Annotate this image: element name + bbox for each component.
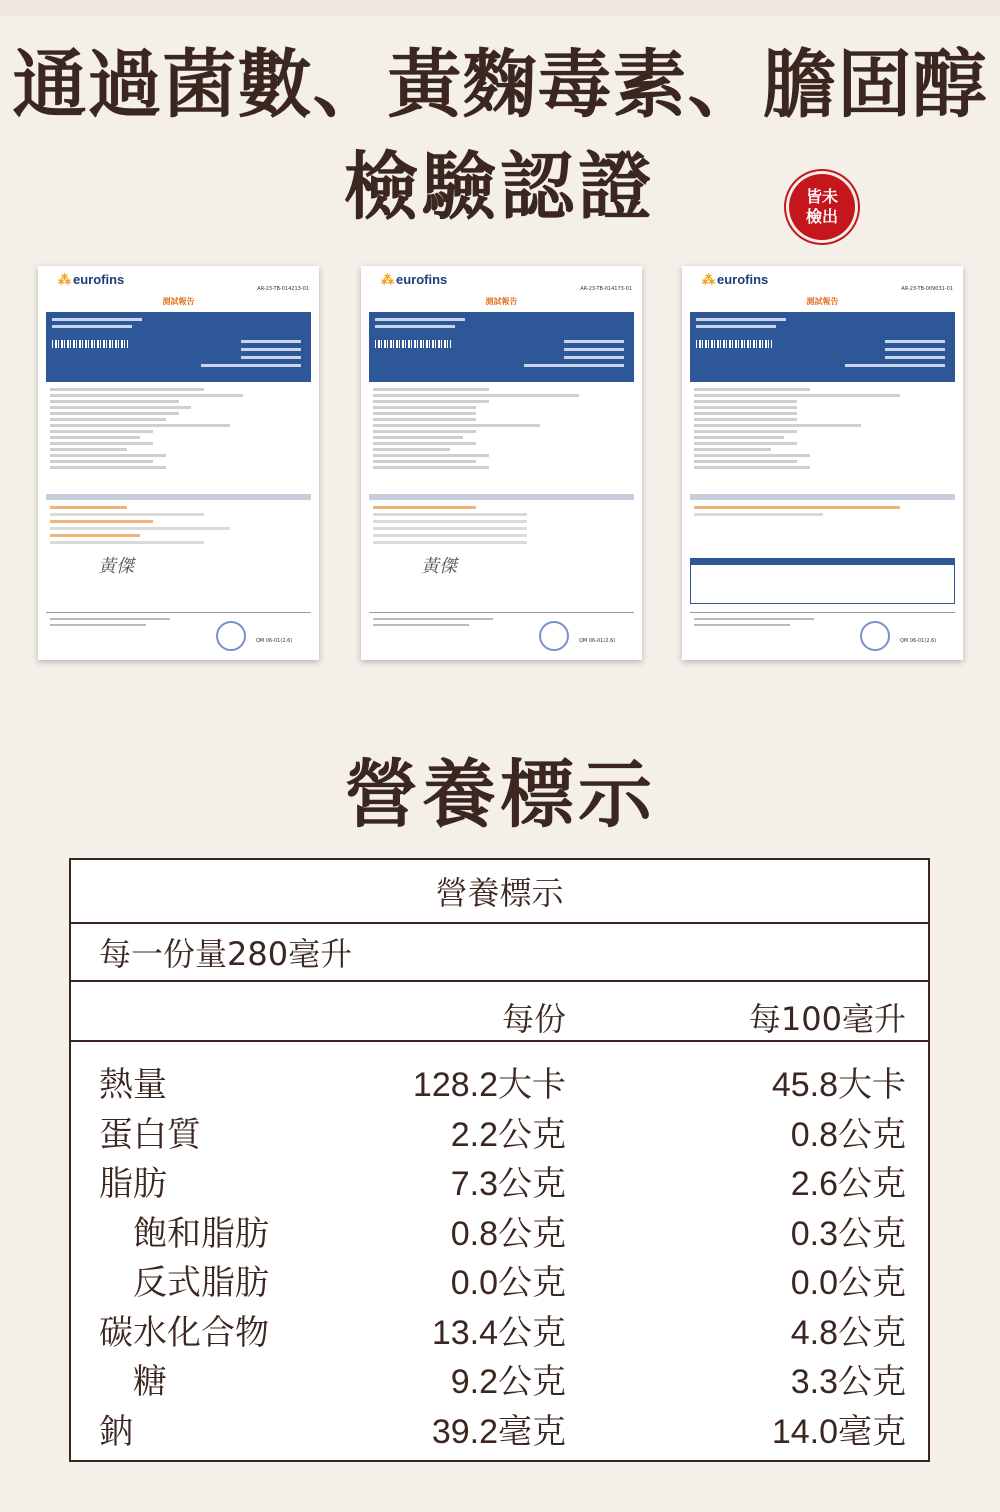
col-per-serving: 每份 [501, 1000, 566, 1038]
nutrient-label: 碳水化合物 [99, 1312, 269, 1353]
report-header-band [690, 312, 955, 382]
nutrition-table [69, 858, 930, 1462]
seal-text: 皆未檢出 [805, 187, 838, 226]
per-serving-value: 39.2毫克 [431, 1412, 566, 1451]
per-serving-value: 128.2大卡 [412, 1066, 566, 1104]
table-row [71, 1253, 928, 1303]
nutrient-label: 鈉 [99, 1411, 133, 1452]
table-row [71, 1303, 928, 1353]
per-100ml-value: 0.8公克 [790, 1115, 906, 1154]
per-100ml-value: 3.3公克 [790, 1363, 906, 1401]
report-title: 測試報告 [806, 297, 839, 306]
per-serving-value: 13.4公克 [431, 1313, 566, 1352]
per-100ml-value: 45.8大卡 [771, 1066, 906, 1104]
per-serving-value: 0.0公克 [450, 1264, 566, 1302]
signature: 黃傑 [421, 556, 457, 577]
table-row [71, 1105, 928, 1155]
col-per-100ml: 每100毫升 [748, 1000, 906, 1038]
eurofins-logo: ⁂ eurofins [702, 272, 769, 287]
eurofins-logo: ⁂ eurofins [58, 272, 125, 287]
nutrient-label: 飽和脂肪 [133, 1213, 269, 1254]
nutrient-label: 蛋白質 [99, 1114, 201, 1155]
nutrition-rows [71, 1055, 928, 1451]
not-detected-seal [789, 174, 855, 240]
nutrient-label: 反式脂肪 [133, 1263, 269, 1303]
section-title: 營養標示 [344, 752, 656, 838]
certification-stamp [216, 621, 246, 651]
report-number: AR-23-TB-009031-01 [901, 286, 953, 292]
nutrition-table-title: 營養標示 [71, 860, 928, 924]
per-100ml-value: 4.8公克 [790, 1313, 906, 1352]
report-title: 測試報告 [162, 297, 195, 306]
report-number: AR-23-TB-014213-01 [257, 286, 309, 292]
serving-size: 每一份量280毫升 [71, 924, 928, 982]
per-100ml-value: 2.6公克 [790, 1165, 906, 1203]
test-report-thumbnail: ⁂ eurofins AR-23-TB-009031-01 測試報告 QM 06-01(2.6) [682, 266, 963, 660]
report-header-band [46, 312, 311, 382]
table-row [71, 1154, 928, 1204]
page-title-line2: 檢驗認證 [344, 144, 656, 230]
per-serving-value: 9.2公克 [450, 1363, 566, 1401]
certification-stamp [539, 621, 569, 651]
table-row [71, 1055, 928, 1105]
barcode [696, 340, 772, 348]
table-row [71, 1352, 928, 1402]
eurofins-logo: ⁂ eurofins [381, 272, 448, 287]
nutrient-label: 熱量 [99, 1065, 167, 1105]
per-serving-value: 0.8公克 [450, 1214, 566, 1253]
column-headers [71, 982, 928, 1042]
per-100ml-value: 0.3公克 [790, 1214, 906, 1253]
top-strip [0, 0, 1000, 16]
signature: 黃傑 [98, 556, 134, 577]
test-report-thumbnail: ⁂ eurofins AR-23-TB-014173-01 測試報告 黃傑 QM 06-01(2.6) [361, 266, 642, 660]
per-100ml-value: 14.0毫克 [771, 1412, 906, 1451]
report-header-band [369, 312, 634, 382]
table-row [71, 1204, 928, 1254]
report-notes-box [690, 558, 955, 604]
per-100ml-value: 0.0公克 [790, 1264, 906, 1302]
barcode [375, 340, 451, 348]
per-serving-value: 7.3公克 [450, 1165, 566, 1203]
report-number: AR-23-TB-014173-01 [580, 286, 632, 292]
barcode [52, 340, 128, 348]
test-report-thumbnail: ⁂ eurofins AR-23-TB-014213-01 測試報告 黃傑 QM 06-01(2.6) [38, 266, 319, 660]
report-title: 測試報告 [485, 297, 518, 306]
page-title: 通過菌數、黃麴毒素、膽固醇 [12, 42, 988, 128]
nutrient-label: 脂肪 [99, 1164, 167, 1204]
table-row [71, 1402, 928, 1452]
per-serving-value: 2.2公克 [450, 1115, 566, 1154]
certification-stamp [860, 621, 890, 651]
nutrient-label: 糖 [133, 1362, 167, 1402]
